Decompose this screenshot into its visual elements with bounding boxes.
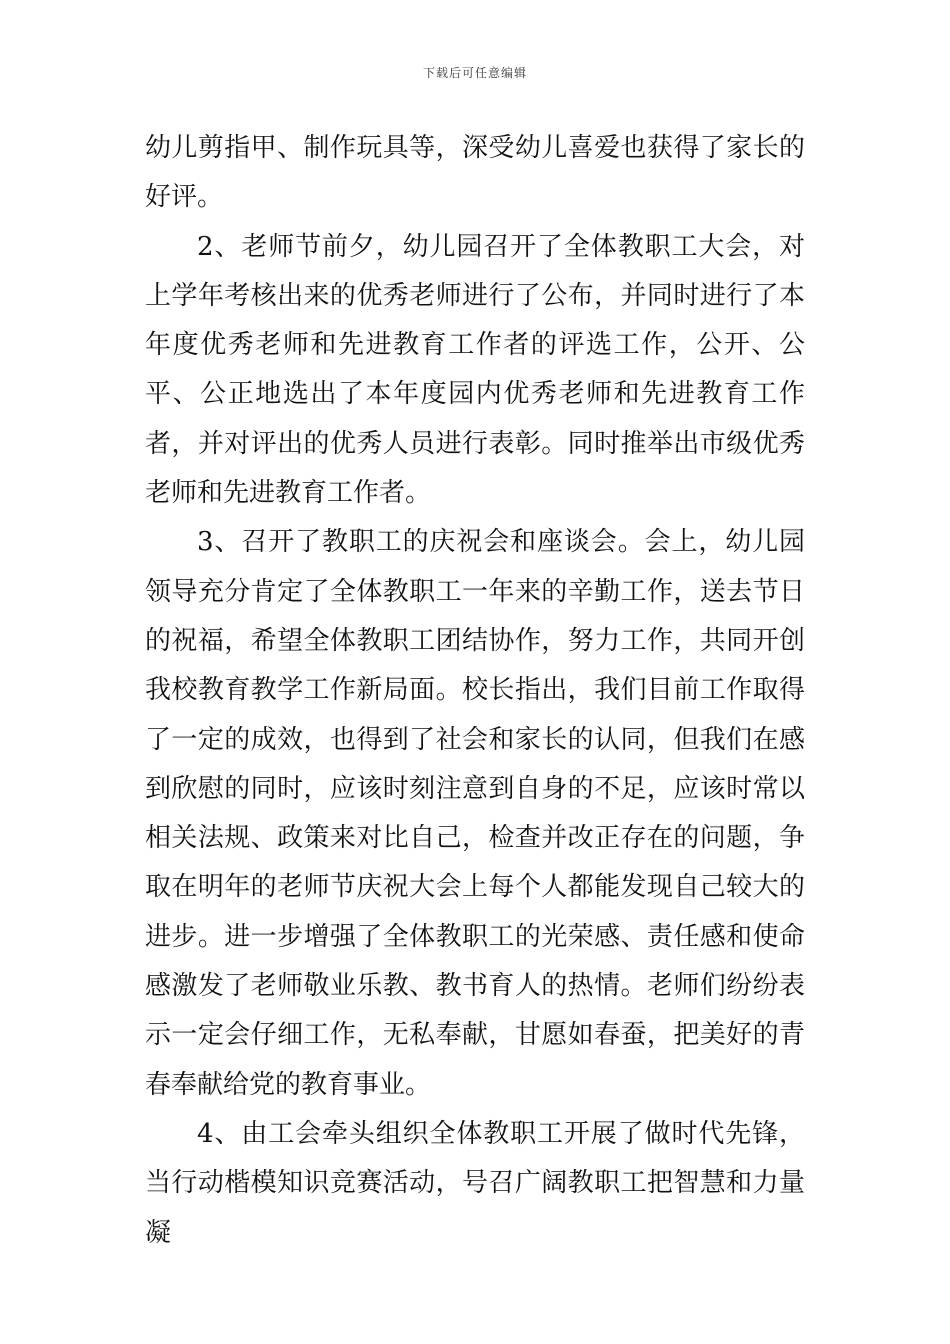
paragraph-2: 2、老师节前夕，幼儿园召开了全体教职工大会，对上学年考核出来的优秀老师进行了公布，并同时进行了本年度优秀老师和先进教育工作者的评选工作，公开、公平、公正地选出了本年度园内优秀老师和先进教育工作者，并对评出的优秀人员进行表彰。同时推举出市级优秀老师和先进教育工作者。 [145, 231, 805, 509]
page-header: 下载后可任意编辑 [422, 66, 527, 80]
paragraph-4: 4、由工会牵头组织全体教职工开展了做时代先锋，当行动楷模知识竞赛活动，号召广阔教职工把智慧和力量凝 [145, 1118, 805, 1248]
paragraph-1: 幼儿剪指甲、制作玩具等，深受幼儿喜爱也获得了家长的好评。 [145, 133, 805, 213]
document-body [145, 124, 805, 1258]
paragraph-3: 3、召开了教职工的庆祝会和座谈会。会上，幼儿园领导充分肯定了全体教职工一年来的辛勤工作，送去节日的祝福，希望全体教职工团结协作，努力工作，共同开创我校教育教学工作新局面。校长指出，我们目前工作取得了一定的成效，也得到了社会和家长的认同，但我们在感到欣慰的同时，应该时刻注意到自身的不足，应该时常以相关法规、政策来对比自己，检查并改正存在的问题，争取在明年的老师节庆祝大会上每个人都能发现自己较大的进步。进一步增强了全体教职工的光荣感、责任感和使命感激发了老师敬业乐教、教书育人的热情。老师们纷纷表示一定会仔细工作，无私奉献，甘愿如春蚕，把美好的青春奉献给党的教育事业。 [145, 527, 805, 1100]
